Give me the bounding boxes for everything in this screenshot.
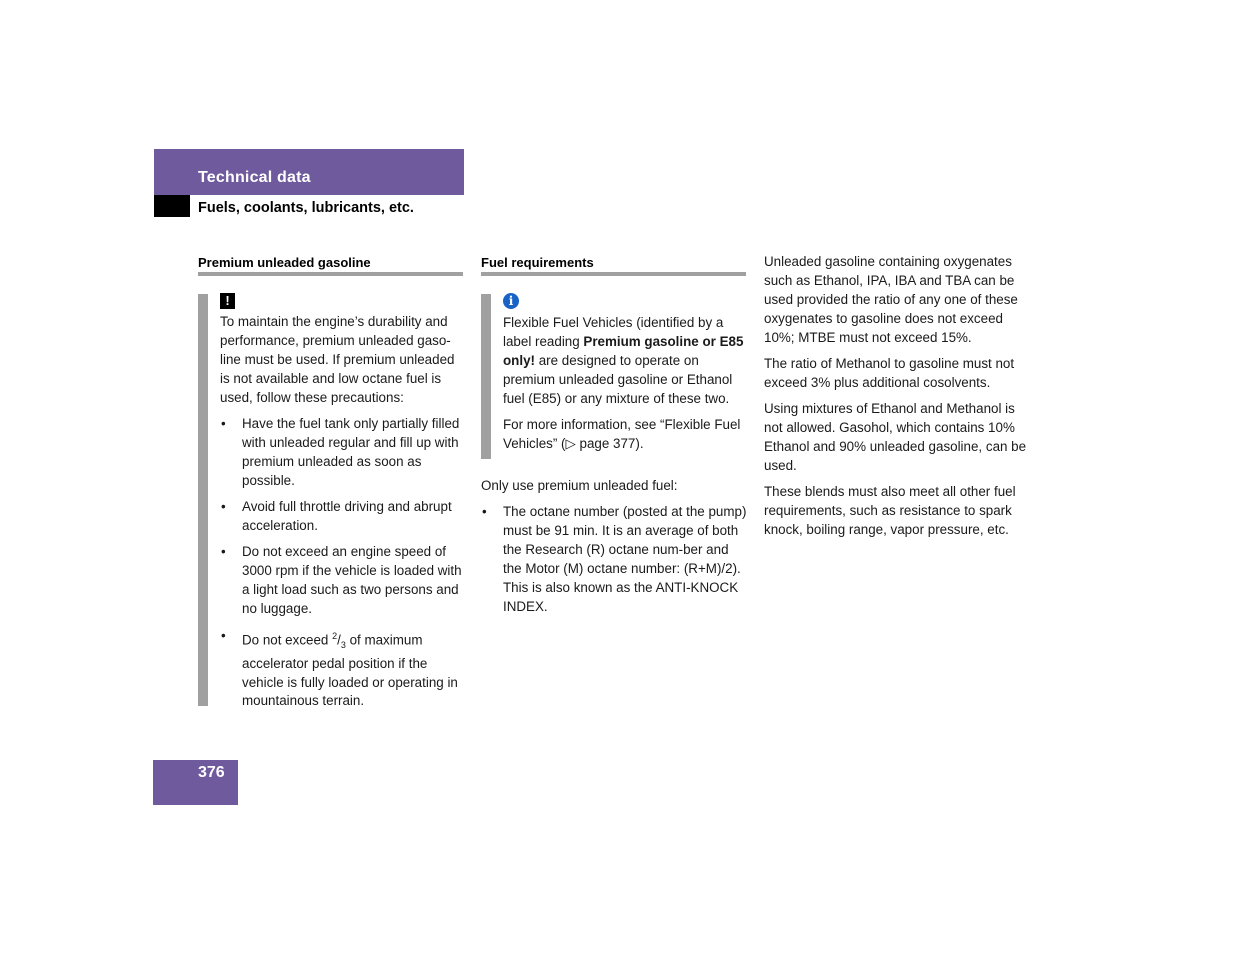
info-reference: For more information, see “Flexible Fuel Vehicles” (▷ page 377). — [503, 417, 741, 451]
paragraph: The ratio of Methanol to gasoline must not exceed 3% plus additional cosolvents. — [764, 356, 1015, 390]
fuel-requirements-body — [481, 477, 747, 624]
list-item: • Avoid full throttle driving and abrupt acceleration. — [221, 499, 452, 534]
info-paragraph: Flexible Fuel Vehicles (identified by a label reading Premium gasoline or E85 only! are designed to operate on premium unleaded gasoline or Ethanol fuel (E85) or any mixture of these two. — [503, 315, 744, 406]
info-side-bar — [481, 294, 491, 459]
warning-icon: ! — [220, 293, 235, 309]
info-block — [503, 292, 747, 461]
oxygenates-text — [764, 253, 1030, 548]
warning-block — [220, 292, 466, 719]
page-number-box — [153, 760, 238, 805]
list-item: • The octane number (posted at the pump) must be 91 min. It is an average of both the Research (R) octane num-ber and the Motor (M) octane number: (R+M)/2). This is also known as the ANTI-KNOCK INDEX. — [482, 504, 747, 614]
page-number: 376 — [198, 764, 225, 781]
paragraph: These blends must also meet all other fuel requirements, such as resistance to spark knock, boiling range, vapor pressure, etc. — [764, 484, 1016, 538]
list-item: • Do not exceed an engine speed of 3000 rpm if the vehicle is loaded with a light load such as two persons and no luggage. — [221, 544, 462, 617]
heading-rule — [198, 272, 463, 276]
list-item: • Have the fuel tank only partially filled with unleaded regular and fill up with premium unleaded as soon as possible. — [221, 416, 460, 488]
warning-side-bar — [198, 294, 208, 706]
paragraph: Unleaded gasoline containing oxygenates such as Ethanol, IPA, IBA and TBA can be used provided the ratio of any one of these oxygenates to gasoline does not exceed 10%; MTBE must not exceed 15%. — [764, 254, 1018, 345]
section-subtitle: Fuels, coolants, lubricants, etc. — [198, 200, 414, 216]
info-icon: i — [503, 293, 519, 309]
premium-gasoline-heading: Premium unleaded gasoline — [198, 255, 371, 270]
requirements-list — [481, 503, 747, 616]
header-marker — [154, 195, 190, 217]
requirements-lead: Only use premium unleaded fuel: — [481, 478, 678, 493]
section-title: Technical data — [198, 169, 311, 186]
heading-rule — [481, 272, 746, 276]
list-item: • Do not exceed $^2/_3$ of maximum accelerator pedal position if the vehicle is fully loaded or operating in mountainous terrain. — [221, 627, 458, 709]
fuel-requirements-heading: Fuel requirements — [481, 255, 594, 270]
precautions-list — [220, 415, 466, 711]
paragraph: Using mixtures of Ethanol and Methanol is not allowed. Gasohol, which contains 10% Ethanol and 90% unleaded gasoline, can be used. — [764, 401, 1027, 474]
warning-intro: To maintain the engine’s durability and performance, premium unleaded gaso-line must be used. If premium unleaded is not available and low octane fuel is used, follow these precautions: — [220, 314, 455, 405]
